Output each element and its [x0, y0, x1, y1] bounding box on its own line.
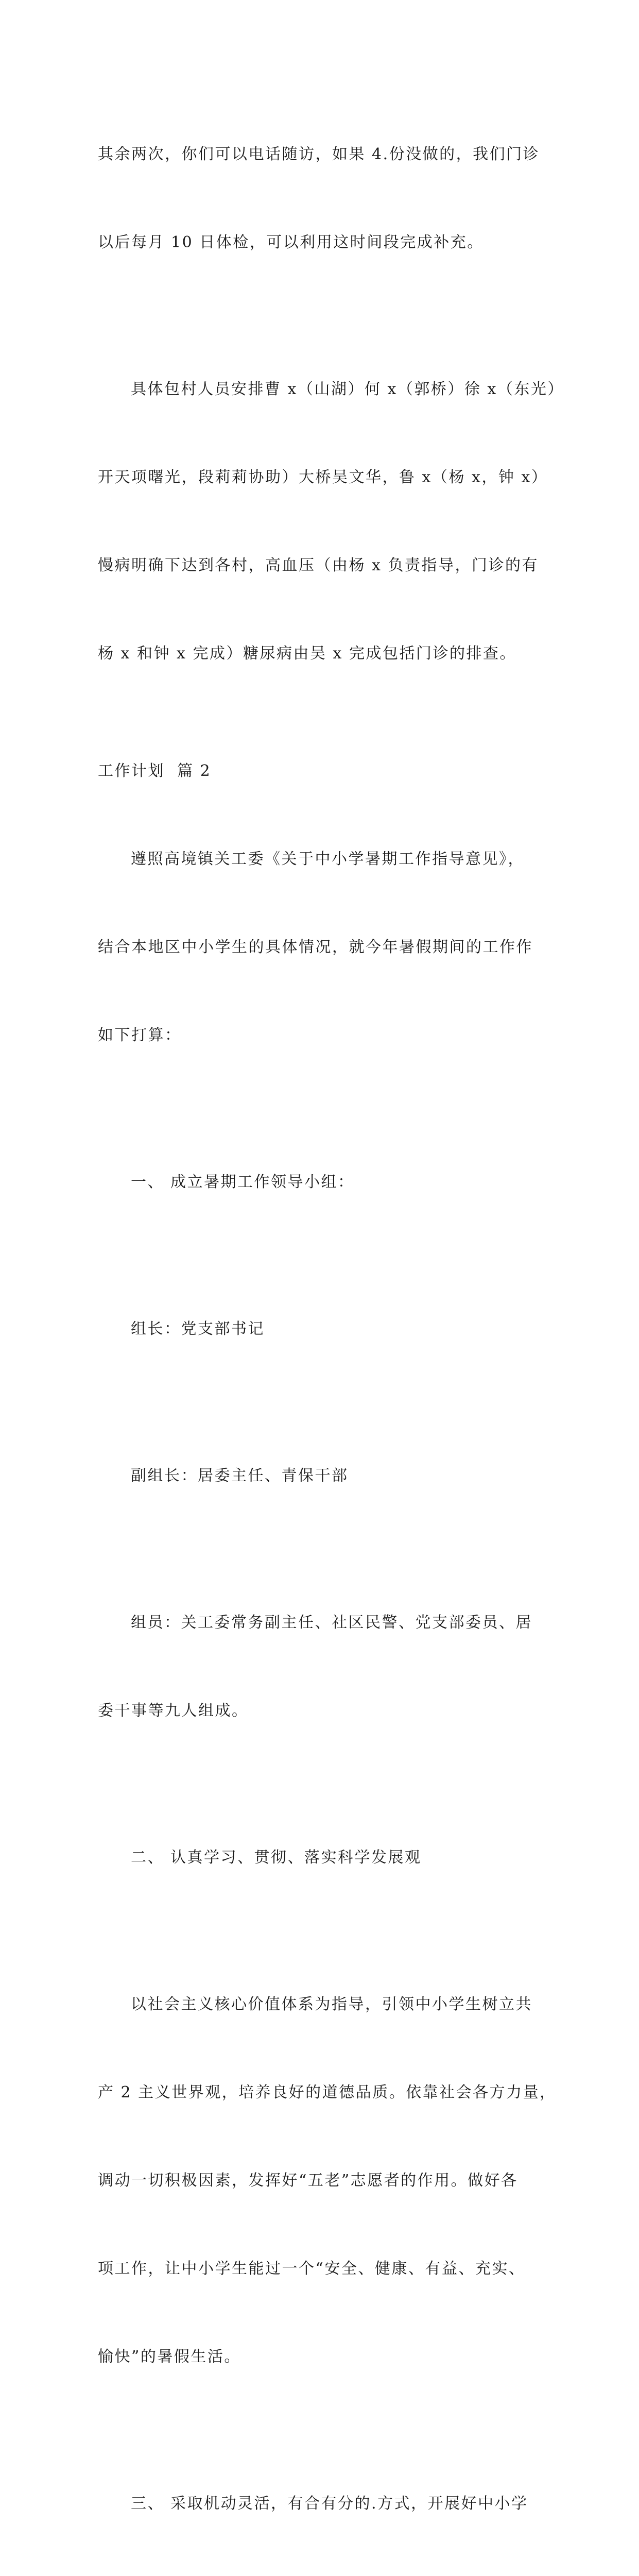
section-spacer: [98, 727, 551, 756]
text-line: 具体包村人员安排曹 x（山湖）何 x（郭桥）徐 x（东光）: [131, 380, 564, 398]
list-item-2: [98, 1784, 551, 1931]
list-item-1: [98, 1109, 551, 1256]
paragraph-followup: [98, 81, 551, 316]
section-heading: 工作计划 篇 2: [98, 762, 212, 780]
text-line: 慢病明确下达到各村，高血压（由杨 x 负责指导，门诊的有: [98, 556, 539, 574]
text-line: 二、 认真学习、贯彻、落实科学发展观: [131, 1849, 422, 1867]
text-line: 副组长：居委主任、青保干部: [131, 1467, 349, 1485]
text-line: 组长：党支部书记: [131, 1320, 265, 1338]
text-line: 调动一切积极因素，发挥好“五老”志愿者的作用。做好各: [98, 2172, 518, 2190]
text-line: 一、 成立暑期工作领导小组：: [131, 1173, 355, 1191]
paragraph-core-values: [98, 1931, 557, 2430]
text-line: 产 2 主义世界观，培养良好的道德品质。依靠社会各方力量，: [98, 2083, 557, 2102]
group-deputy: [98, 1402, 551, 1549]
text-line: 开天项曙光，段莉莉协助）大桥吴文华，鲁 x（杨 x，钟 x）: [98, 468, 548, 486]
paragraph-village-assignment: [98, 316, 564, 727]
text-line: 杨 x 和钟 x 完成）糖尿病由吴 x 完成包括门诊的排查。: [98, 645, 516, 663]
group-leader: [98, 1256, 551, 1402]
paragraph-intro: [98, 786, 551, 1109]
text-line: 以后每月 10 日体检，可以利用这时间段完成补充。: [98, 233, 484, 251]
text-line: 以社会主义核心价值体系为指导，引领中小学生树立共: [131, 1995, 532, 2013]
text-line: 愉快”的暑假生活。: [98, 2348, 241, 2366]
text-line: 结合本地区中小学生的具体情况，就今年暑假期间的工作作: [98, 938, 533, 956]
text-line: 如下打算：: [98, 1026, 182, 1044]
text-line: 项工作，让中小学生能过一个“安全、健康、有益、充实、: [98, 2260, 526, 2278]
group-members: [98, 1549, 551, 1784]
text-line: 其余两次，你们可以电话随访，如果 4.份没做的，我们门诊: [98, 145, 540, 163]
text-line: 组员：关工委常务副主任、社区民警、党支部委员、居: [131, 1614, 532, 1632]
text-line: 遵照高境镇关工委《关于中小学暑期工作指导意见》，: [131, 850, 525, 868]
text-line: 三、 采取机动灵活，有合有分的.方式，开展好中小学: [131, 2495, 528, 2513]
text-line: 委干事等九人组成。: [98, 1702, 249, 1720]
list-item-3: [98, 2430, 551, 2576]
document-body: [98, 81, 564, 2576]
